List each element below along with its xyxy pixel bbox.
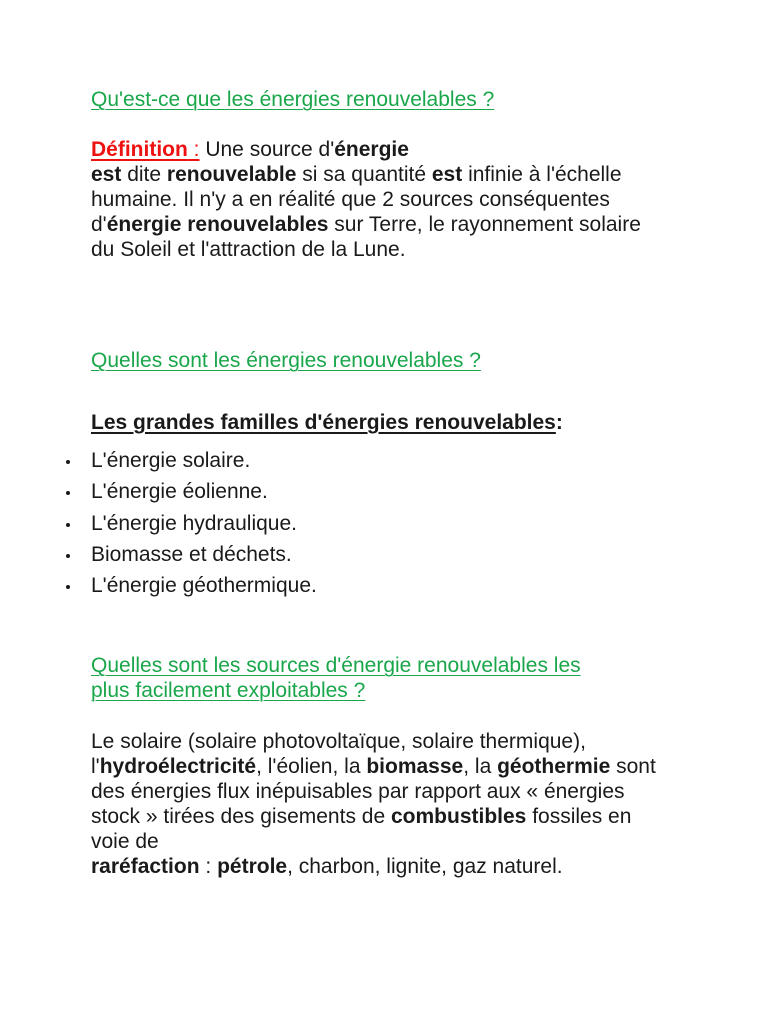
- list-item-label: Biomasse et déchets.: [91, 542, 292, 566]
- sources-bold-4: combustibles: [390, 805, 527, 828]
- list-item: [91, 541, 317, 572]
- list-item: [91, 572, 317, 603]
- sources-bold-1: hydroélectricité: [99, 755, 257, 778]
- sources-text-3: , la: [463, 755, 498, 778]
- question-link-1[interactable]: Qu'est-ce que les énergies renouvelables ?: [91, 88, 495, 111]
- list-item-label: L'énergie géothermique.: [91, 574, 317, 598]
- sources-bold-3: géothermie: [497, 755, 611, 778]
- sources-paragraph: [91, 729, 666, 879]
- definition-text-4: infinie à l'échelle humaine. Il n'y a en réalité que 2 sources conséquentes d': [91, 163, 622, 236]
- families-heading: [91, 410, 563, 436]
- list-item: [91, 478, 317, 509]
- list-item-label: L'énergie éolienne.: [91, 480, 268, 504]
- bullet-icon: [66, 585, 70, 589]
- definition-text-1: Une source d': [199, 138, 335, 161]
- families-title: Les grandes familles d'énergies renouvelables: [91, 411, 556, 434]
- definition-label: Définition: [91, 138, 188, 161]
- sources-bold-6: pétrole: [217, 855, 288, 878]
- sources-text-7: , charbon, lignite, gaz naturel.: [287, 855, 563, 878]
- question-link-3-line-2[interactable]: plus facilement exploitables ?: [91, 679, 366, 702]
- list-item-label: L'énergie solaire.: [91, 449, 251, 472]
- sources-bold-5: raréfaction: [91, 855, 200, 878]
- definition-bold-1: énergie: [334, 138, 409, 161]
- sources-text-4: sont des énergies flux inépuisables par rapport aux « énergies stock » tirées des gisements de: [91, 755, 656, 828]
- definition-bold-3: renouvelable: [166, 163, 297, 186]
- sources-text-2: , l'éolien, la: [256, 755, 367, 778]
- bullet-icon: [66, 523, 70, 527]
- definition-bold-4: est: [431, 163, 463, 186]
- families-list: [91, 447, 317, 603]
- question-link-3[interactable]: [91, 653, 581, 703]
- definition-bold-2: est: [91, 163, 122, 186]
- families-colon: :: [555, 411, 563, 434]
- definition-text-3: si sa quantité: [296, 163, 432, 186]
- definition-bold-5: énergie renouvelables: [106, 213, 329, 236]
- definition-text-5: sur Terre, le rayonnement solaire du Soleil et l'attraction de la Lune.: [91, 213, 641, 261]
- sources-text-5: fossiles en voie de: [91, 805, 632, 853]
- bullet-icon: [66, 491, 70, 495]
- list-item-label: L'énergie hydraulique.: [91, 511, 297, 535]
- bullet-icon: [66, 554, 70, 558]
- list-item: [91, 447, 317, 478]
- list-item: [91, 510, 317, 541]
- sources-text-1: Le solaire (solaire photovoltaïque, solaire thermique), l': [91, 730, 586, 778]
- sources-bold-2: biomasse: [366, 755, 464, 778]
- definition-text-2: dite: [121, 163, 167, 186]
- question-link-2[interactable]: Quelles sont les énergies renouvelables ?: [91, 349, 481, 372]
- sources-text-6: :: [199, 855, 218, 878]
- bullet-icon: [66, 460, 70, 464]
- question-link-3-line-1[interactable]: Quelles sont les sources d'énergie renouvelables les: [91, 654, 581, 677]
- definition-colon: :: [187, 138, 200, 161]
- definition-paragraph: [91, 137, 666, 262]
